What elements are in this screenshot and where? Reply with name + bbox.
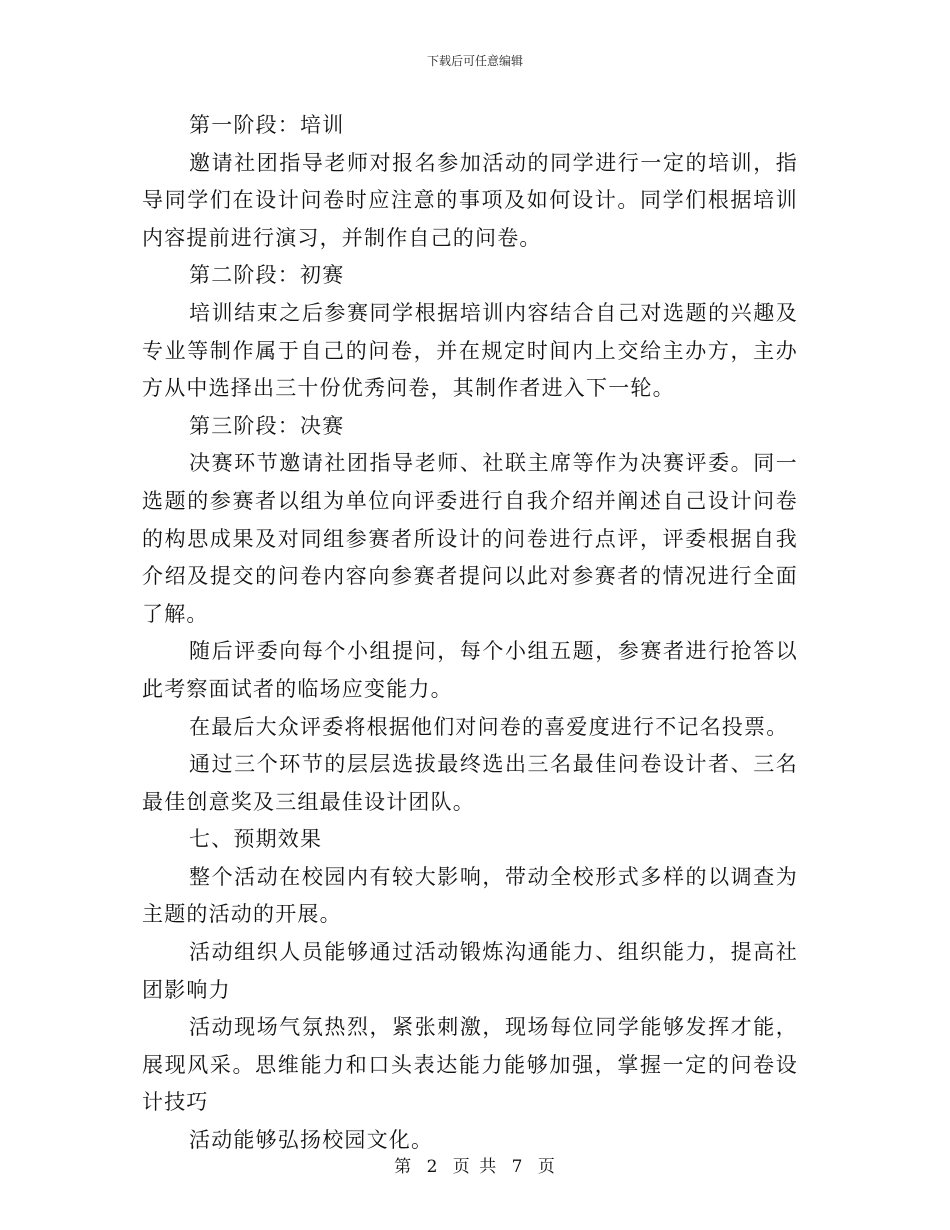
paragraph-stage-one-body: 邀请社团指导老师对报名参加活动的同学进行一定的培训，指导同学们在设计问卷时应注意的事项及如何设计。同学们根据培训内容提前进行演习，并制作自己的问卷。 <box>142 150 798 250</box>
section-heading-expected-results: 七、预期效果 <box>189 827 323 852</box>
paragraph-campus-impact: 整个活动在校园内有较大影响，带动全校形式多样的以调查为主题的活动的开展。 <box>142 864 798 927</box>
footer-total-pages: 7 <box>511 1157 524 1177</box>
page-footer <box>0 1152 950 1177</box>
paragraph-campus-culture: 活动能够弘扬校园文化。 <box>189 1128 434 1153</box>
paragraph-organizer-skills: 活动组织人员能够通过活动锻炼沟通能力、组织能力，提高社团影响力 <box>142 940 798 1002</box>
paragraph-atmosphere: 活动现场气氛热烈，紧张刺激，现场每位同学能够发挥才能，展现风采。思维能力和口头表达能力能够加强，掌握一定的问卷设计技巧 <box>142 1015 798 1115</box>
footer-middle: 页 共 <box>452 1157 498 1177</box>
section-heading-stage-two: 第二阶段：初赛 <box>189 263 345 288</box>
document-body <box>142 107 798 1160</box>
footer-current-page: 2 <box>426 1157 439 1177</box>
paragraph-final-selection: 通过三个环节的层层选拔最终选出三名最佳问卷设计者、三名最佳创意奖及三组最佳设计团队。 <box>142 752 798 814</box>
footer-suffix: 页 <box>537 1157 556 1177</box>
footer-prefix: 第 <box>394 1157 413 1177</box>
section-heading-stage-one: 第一阶段：培训 <box>189 113 345 137</box>
paragraph-qa-round: 随后评委向每个小组提问，每个小组五题，参赛者进行抢答以此考察面试者的临场应变能力。 <box>142 639 798 701</box>
paragraph-stage-three-body: 决赛环节邀请社团指导老师、社联主席等作为决赛评委。同一选题的参赛者以组为单位向评委进行自我介绍并阐述自己设计问卷的构思成果及对同组参赛者所设计的问卷进行点评，评委根据自我介绍及提交的问卷内容向参赛者提问以此对参赛者的情况进行全面了解。 <box>142 451 798 626</box>
page-header: 下载后可任意编辑 <box>426 54 523 68</box>
paragraph-public-vote: 在最后大众评委将根据他们对问卷的喜爱度进行不记名投票。 <box>189 714 789 739</box>
paragraph-stage-two-body: 培训结束之后参赛同学根据培训内容结合自己对选题的兴趣及专业等制作属于自己的问卷，并在规定时间内上交给主办方，主办方从中选择出三十份优秀问卷，其制作者进入下一轮。 <box>142 300 798 401</box>
section-heading-stage-three: 第三阶段：决赛 <box>189 413 345 438</box>
